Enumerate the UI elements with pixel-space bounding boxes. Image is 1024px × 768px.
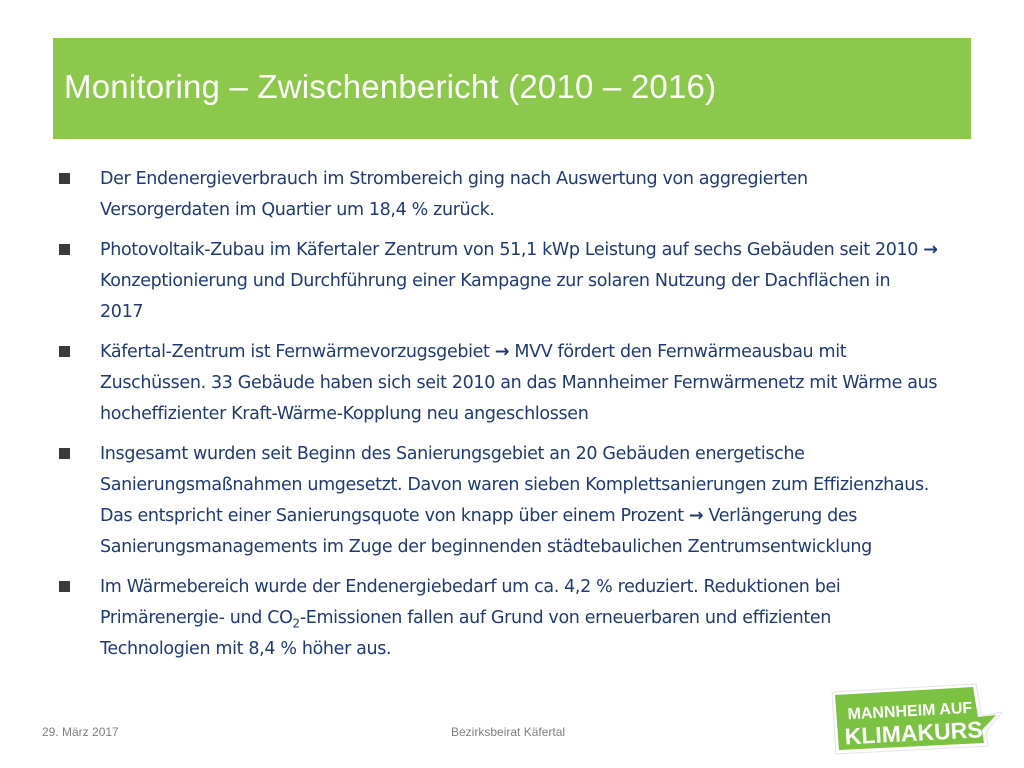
bullet-text: Käfertal-Zentrum ist Fernwärmevorzugsgebiet (100, 342, 495, 362)
logo-line1: MANNHEIM AUF (847, 699, 973, 724)
bullet-text: Verlängerung des Sanierungsmanagements im Zuge der beginnenden städtebaulichen Zentrumsentwicklung (100, 506, 872, 557)
title-bar (53, 38, 971, 139)
bullet-text: -Emissionen fallen auf Grund von erneuerbaren und effizienten Technologien mit 8,4 % höher aus. (100, 608, 832, 659)
bullet-text: MVV fördert den Fernwärmeausbau mit Zuschüssen. 33 Gebäude haben sich seit 2010 an das Mannheimer Fernwärmenetz mit Wärme aus hocheffizienter Kraft-Wärme-Kopplung neu angeschlossen (100, 342, 938, 424)
square-bullet-icon (59, 173, 70, 184)
bullet-list (58, 164, 938, 674)
square-bullet-icon (59, 244, 70, 255)
arrow-right-icon: → (494, 342, 510, 362)
bullet-item (58, 572, 938, 665)
bullet-text: Konzeptionierung und Durchführung einer Kampagne zur solaren Nutzung der Dachflächen in 2017 (100, 271, 891, 322)
footer-date: 29. März 2017 (42, 725, 119, 739)
bullet-item (58, 337, 938, 430)
footer-title: Bezirksbeirat Käfertal (451, 725, 566, 739)
arrow-right-icon: → (688, 506, 704, 526)
bullet-item (58, 164, 938, 226)
square-bullet-icon (59, 448, 70, 459)
bullet-text: Der Endenergieverbrauch im Strombereich ging nach Auswertung von aggregierten Versorgerdaten im Quartier um 18,4 % zurück. (100, 169, 808, 220)
subscript: 2 (292, 616, 300, 631)
slide-title: Monitoring – Zwischenbericht (2010 – 2016) (64, 67, 717, 105)
bullet-item (58, 439, 938, 563)
bullet-text: Insgesamt wurden seit Beginn des Sanierungsgebiet an 20 Gebäuden energetische Sanierungsmaßnahmen umgesetzt. Davon waren sieben Komplettsanierungen zum Effizienzhaus. Das entspricht einer Sanierungsquote von knapp über einem Prozent (100, 444, 930, 526)
logo-line2: KLIMAKURS (844, 716, 984, 750)
square-bullet-icon (59, 346, 70, 357)
bullet-text: Photovoltaik-Zubau im Käfertaler Zentrum von 51,1 kWp Leistung auf sechs Gebäuden seit 2010 (100, 240, 924, 260)
bullet-item (58, 235, 938, 328)
klimakurs-logo (826, 676, 1004, 756)
arrow-right-icon: → (923, 240, 938, 260)
square-bullet-icon (59, 581, 70, 592)
bullet-text: Im Wärmebereich wurde der Endenergiebedarf um ca. 4,2 % reduziert. Reduktionen bei Primärenergie- und CO (100, 577, 841, 628)
